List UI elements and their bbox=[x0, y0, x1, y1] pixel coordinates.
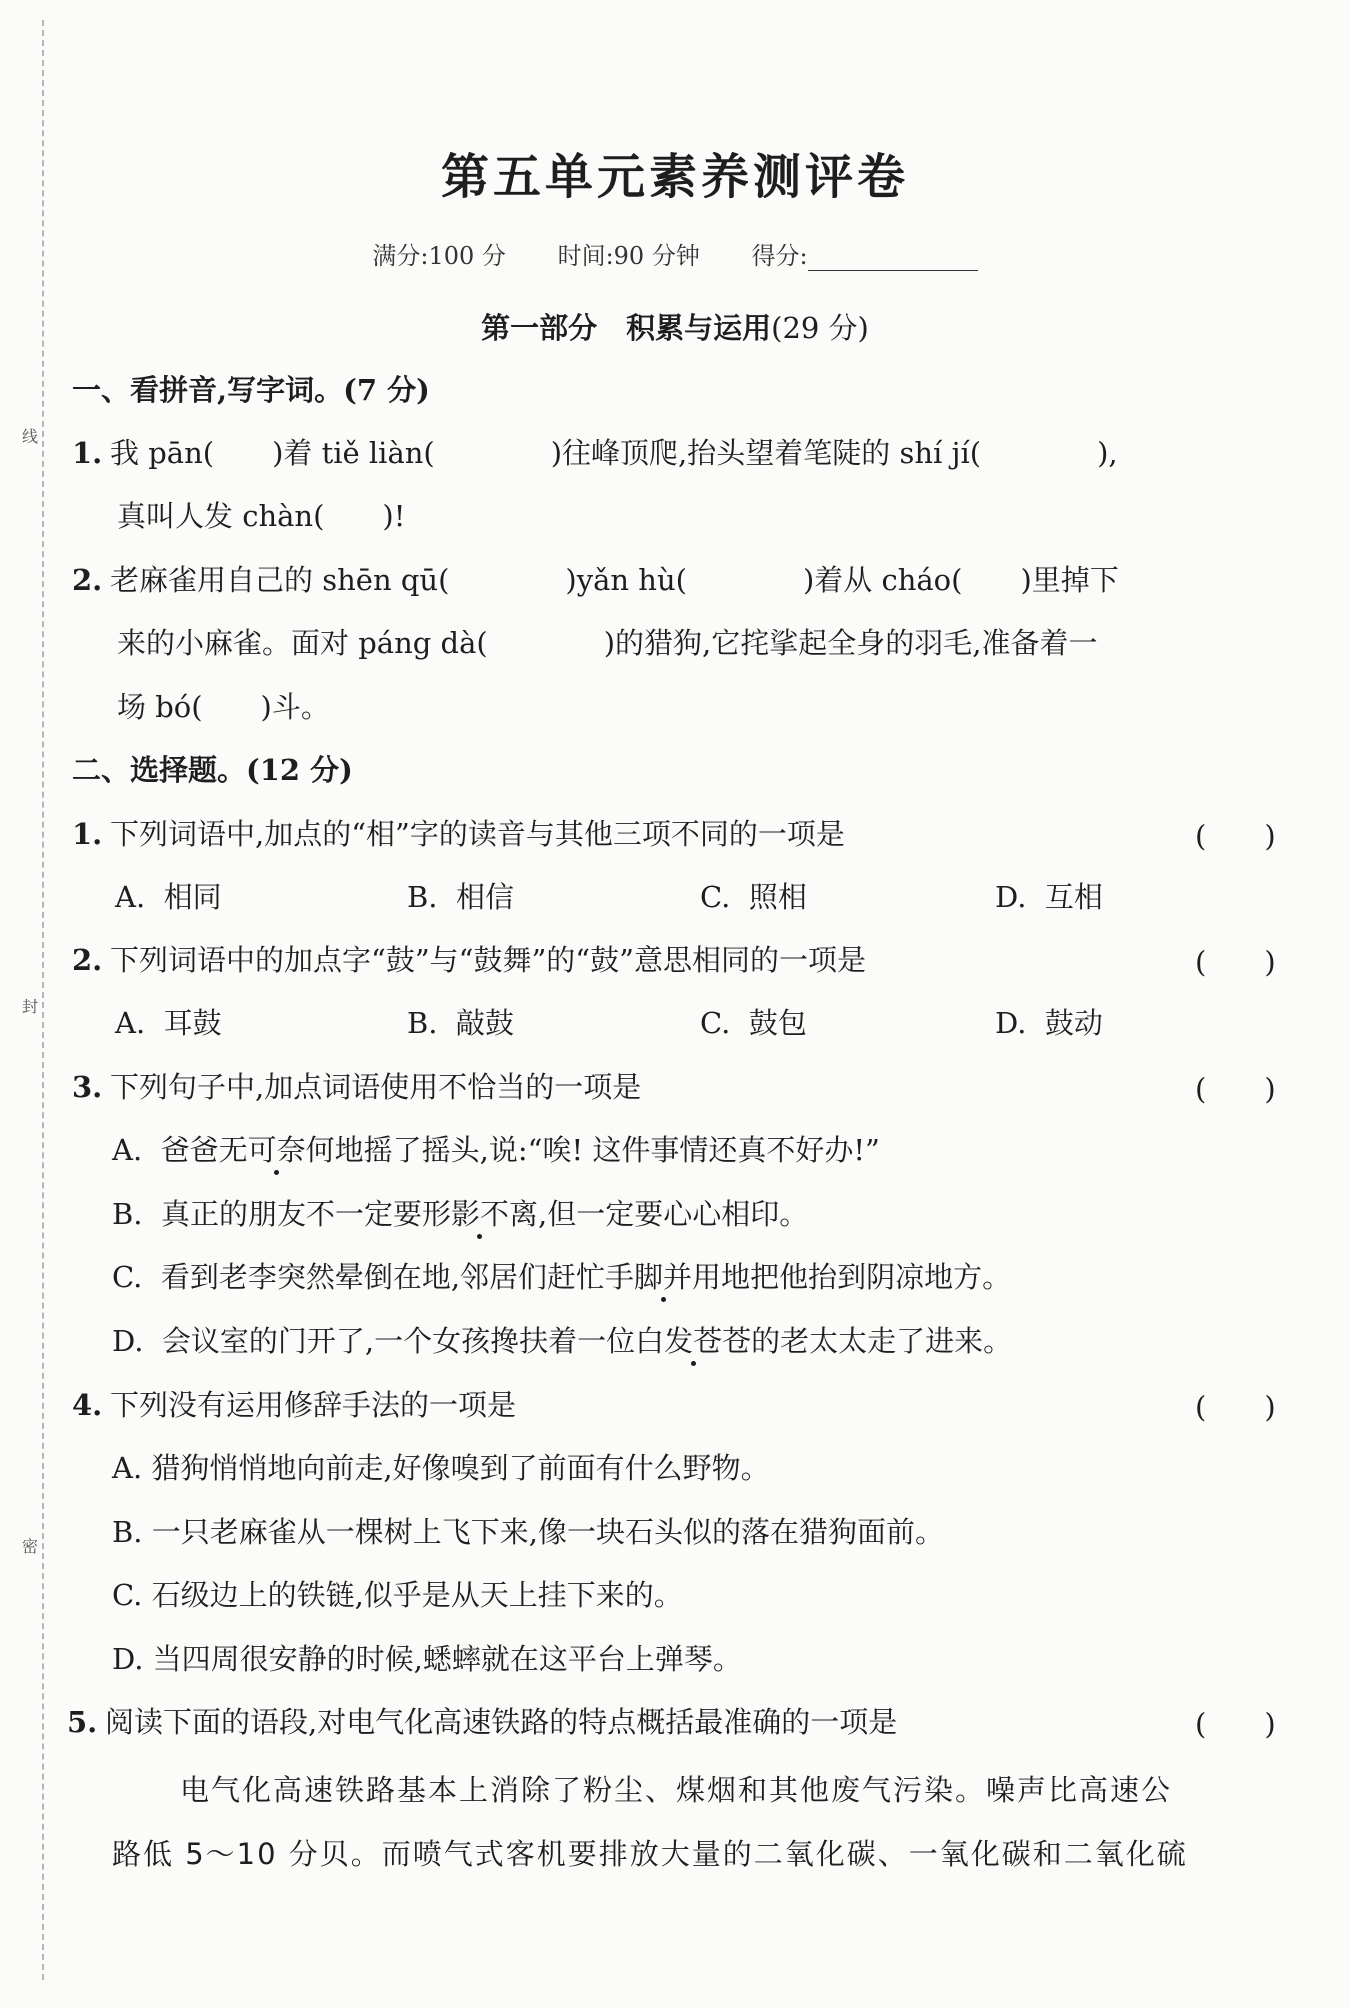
s2-q2-answer-paren[interactable]: ( ) bbox=[1195, 945, 1276, 979]
s1-q1-line2[interactable]: 真叫人发 chàn( )! bbox=[117, 499, 406, 533]
exam-meta bbox=[0, 236, 1350, 271]
s2-q3-stem: 3. 下列句子中,加点词语使用不恰当的一项是 bbox=[72, 1070, 642, 1104]
dotted-word: 手脚并用 bbox=[605, 1260, 722, 1294]
s1-q1-text1[interactable]: 我 pān( )着 tiě liàn( )往峰顶爬,抬头望着笔陡的 shí jí( ), bbox=[110, 436, 1118, 470]
s2-q2-option-c[interactable]: C. 鼓包 bbox=[700, 1006, 807, 1040]
s2-q4-option-d[interactable]: D. 当四周很安静的时候,蟋蟀就在这平台上弹琴。 bbox=[112, 1642, 742, 1676]
s2-q4-option-a[interactable]: A. 猎狗悄悄地向前走,好像嗅到了前面有什么野物。 bbox=[112, 1451, 770, 1485]
reading-passage-line1: 电气化高速铁路基本上消除了粉尘、煤烟和其他废气污染。噪声比高速公 bbox=[180, 1773, 1173, 1807]
section-one-heading: 一、看拼音,写字词。(7 分) bbox=[72, 373, 430, 407]
s2-q1-option-d[interactable]: D. 互相 bbox=[995, 880, 1103, 914]
s1-q2-text1[interactable]: 老麻雀用自己的 shēn qū( )yǎn hù( )着从 cháo( )里掉下 bbox=[110, 563, 1119, 597]
s2-q3-option-b[interactable]: B. 真正的朋友不一定要形影不离,但一定要心心相印。 bbox=[112, 1197, 809, 1231]
s2-q4-option-b[interactable]: B. 一只老麻雀从一棵树上飞下来,像一块石头似的落在猎狗面前。 bbox=[112, 1515, 944, 1549]
dotted-word: 白发苍苍 bbox=[635, 1324, 752, 1358]
s2-q4-option-c[interactable]: C. 石级边上的铁链,似乎是从天上挂下来的。 bbox=[112, 1578, 683, 1612]
s1-q2-line3[interactable]: 场 bó( )斗。 bbox=[117, 690, 330, 724]
s2-q4-stem: 4. 下列没有运用修辞手法的一项是 bbox=[72, 1388, 517, 1422]
dotted-word: 无可奈何 bbox=[218, 1133, 335, 1167]
s2-q1-stem: 1. 下列词语中,加点的“相”字的读音与其他三项不同的一项是 bbox=[72, 817, 845, 851]
s2-q3-option-d[interactable]: D. 会议室的门开了,一个女孩搀扶着一位白发苍苍的老太太走了进来。 bbox=[112, 1324, 1013, 1358]
s2-q1-option-c[interactable]: C. 照相 bbox=[700, 880, 807, 914]
reading-passage-line2: 路低 5～10 分贝。而喷气式客机要排放大量的二氧化碳、一氧化碳和二氧化硫 bbox=[112, 1837, 1188, 1871]
s2-q2-option-b[interactable]: B. 敲鼓 bbox=[407, 1006, 514, 1040]
full-score: 满分:100 分 bbox=[372, 242, 506, 270]
margin-label-xian: 线 bbox=[22, 420, 38, 451]
s2-q1-answer-paren[interactable]: ( ) bbox=[1195, 819, 1276, 853]
s2-q5-answer-paren[interactable]: ( ) bbox=[1195, 1707, 1276, 1741]
section-two-heading: 二、选择题。(12 分) bbox=[72, 753, 353, 787]
margin-label-mi: 密 bbox=[22, 1530, 38, 1561]
s2-q3-option-a[interactable]: A. 爸爸无可奈何地摇了摇头,说:“唉! 这件事情还真不好办!” bbox=[112, 1133, 880, 1167]
s2-q1-option-b[interactable]: B. 相信 bbox=[407, 880, 514, 914]
part-one-heading: 第一部分 积累与运用(29 分) bbox=[481, 311, 869, 345]
time-limit: 时间:90 分钟 bbox=[557, 242, 700, 270]
s2-q1-option-a[interactable]: A. 相同 bbox=[115, 880, 222, 914]
s2-q3-answer-paren[interactable]: ( ) bbox=[1195, 1072, 1276, 1106]
s1-q2-line1: 2. 老麻雀用自己的 shēn qū( )yǎn hù( )着从 cháo( )里掉下 bbox=[72, 563, 1119, 597]
s1-q1-line1: 1. 我 pān( )着 tiě liàn( )往峰顶爬,抬头望着笔陡的 shí jí( ), bbox=[72, 436, 1118, 470]
s2-q3-option-c[interactable]: C. 看到老李突然晕倒在地,邻居们赶忙手脚并用地把他抬到阴凉地方。 bbox=[112, 1260, 1012, 1294]
s2-q2-stem: 2. 下列词语中的加点字“鼓”与“鼓舞”的“鼓”意思相同的一项是 bbox=[72, 943, 866, 977]
exam-title: 第五单元素养测评卷 bbox=[440, 149, 909, 205]
margin-label-feng: 封 bbox=[22, 990, 38, 1021]
dotted-word: 形影不离 bbox=[421, 1197, 538, 1231]
score-label: 得分: bbox=[751, 242, 977, 270]
score-blank[interactable] bbox=[808, 244, 978, 271]
s2-q2-option-a[interactable]: A. 耳鼓 bbox=[115, 1006, 222, 1040]
s2-q2-option-d[interactable]: D. 鼓动 bbox=[995, 1006, 1103, 1040]
s2-q4-answer-paren[interactable]: ( ) bbox=[1195, 1390, 1276, 1424]
s1-q2-line2[interactable]: 来的小麻雀。面对 páng dà( )的猎狗,它挓挲起全身的羽毛,准备着一 bbox=[117, 626, 1098, 660]
s2-q5-stem: 5. 阅读下面的语段,对电气化高速铁路的特点概括最准确的一项是 bbox=[67, 1705, 898, 1739]
